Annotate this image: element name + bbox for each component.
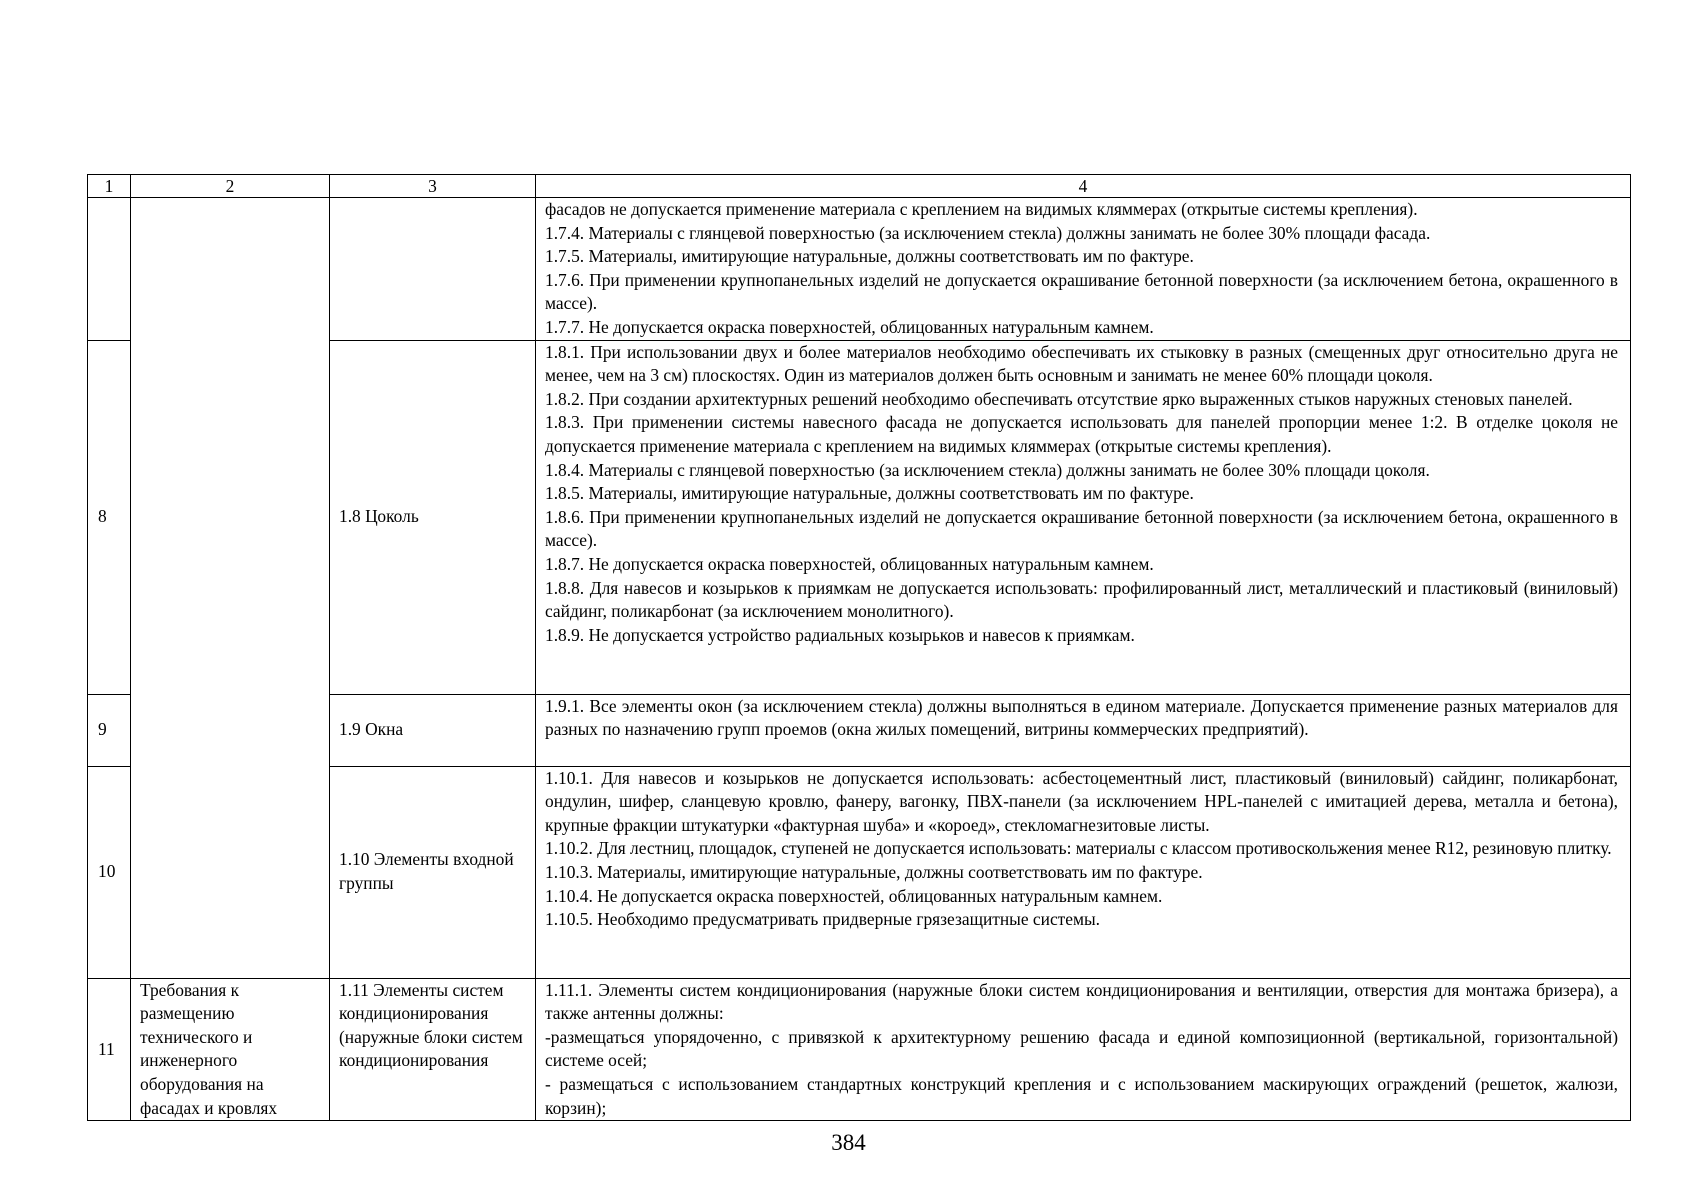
requirement-item: 1.10.1. Для навесов и козырьков не допускается использовать: асбестоцементный лист, пластиковый (виниловый) сайдинг, поликарбонат, ондулин, шифер, сланцевую кровлю, фанеру, вагонку, ПВХ-панели (за исключением HPL-панелей с имитацией дерева, металла и бетона), крупные фракции штукатурки «фактурная шуба» и «короед», стекломагнезитовые листы. [545, 767, 1618, 835]
requirement-item: 1.9.1. Все элементы окон (за исключением стекла) должны выполняться в едином материале. Допускается применение разных материалов для разных по назначению групп проемов (окна жилых помещений, витрины коммерческих предприятий). [545, 695, 1618, 740]
requirement-item: 1.7.6. При применении крупнопанельных изделий не допускается окрашивание бетонной поверхности (за исключением бетона, окрашенного в массе). [545, 269, 1618, 314]
element-cell: 1.8 Цоколь [330, 340, 536, 694]
requirement-item: 1.10.3. Материалы, имитирующие натуральные, должны соответствовать им по фактуре. [545, 861, 1203, 882]
requirement-item: 1.8.4. Материалы с глянцевой поверхностью (за исключением стекла) должны занимать не более 30% площади цоколя. [545, 459, 1430, 480]
requirement-item: 1.8.2. При создании архитектурных решений необходимо обеспечивать отсутствие ярко выраженных стыков наружных стеновых панелей. [545, 388, 1573, 409]
requirement-item: 1.8.7. Не допускается окраска поверхностей, облицованных натуральным камнем. [545, 553, 1154, 574]
row-number [88, 198, 131, 341]
requirement-item: 1.8.1. При использовании двух и более материалов необходимо обеспечивать их стыковку в разных (смещенных друг относительно друга не менее, чем на 3 см) плоскостях. Один из материалов должен быть основным и занимать не менее 60% площади цоколя. [545, 341, 1618, 386]
header-cell-4: 4 [536, 175, 1631, 198]
requirements-cell [536, 694, 1631, 766]
requirement-item: 1.8.8. Для навесов и козырьков к приямкам не допускается использовать: профилированный лист, металлический и пластиковый (виниловый) сайдинг, поликарбонат (за исключением монолитного). [545, 577, 1618, 622]
requirements-cell [536, 766, 1631, 978]
requirement-item: 1.10.5. Необходимо предусматривать придверные грязезащитные системы. [545, 909, 1101, 930]
row-number: 11 [88, 978, 131, 1121]
element-cell: 1.10 Элементы входной группы [330, 766, 536, 978]
requirements-table [87, 174, 1631, 1121]
header-row [88, 175, 1631, 198]
header-cell-1: 1 [88, 175, 131, 198]
requirements-cell [536, 978, 1631, 1121]
row-number: 10 [88, 766, 131, 978]
requirement-item: 1.7.4. Материалы с глянцевой поверхностью (за исключением стекла) должны занимать не более 30% площади фасада. [545, 222, 1431, 243]
category-cell: Требования к размещению технического и инженерного оборудования на фасадах и кровлях [131, 978, 330, 1121]
requirement-item: - размещаться с использованием стандартных конструкций крепления и с использованием маскирующих ограждений (решеток, жалюзи, корзин); [545, 1073, 1618, 1118]
requirement-item: 1.7.5. Материалы, имитирующие натуральные, должны соответствовать им по фактуре. [545, 246, 1194, 267]
merged-category-cell [131, 198, 330, 979]
element-cell: 1.9 Окна [330, 694, 536, 766]
header-cell-2: 2 [131, 175, 330, 198]
page-number: 384 [831, 1130, 866, 1155]
requirement-item: 1.7.7. Не допускается окраска поверхностей, облицованных натуральным камнем. [545, 316, 1154, 337]
requirement-item: 1.8.5. Материалы, имитирующие натуральные, должны соответствовать им по фактуре. [545, 483, 1194, 504]
requirement-item: 1.8.6. При применении крупнопанельных изделий не допускается окрашивание бетонной поверхности (за исключением бетона, окрашенного в массе). [545, 506, 1618, 551]
requirement-item: 1.10.4. Не допускается окраска поверхностей, облицованных натуральным камнем. [545, 885, 1163, 906]
requirement-item: 1.8.9. Не допускается устройство радиальных козырьков и навесов к приямкам. [545, 624, 1135, 645]
element-cell: 1.11 Элементы систем кондиционирования (наружные блоки систем кондиционирования [330, 978, 536, 1121]
requirement-item: 1.8.3. При применении системы навесного фасада не допускается использовать для панелей пропорции менее 1:2. В отделке цоколя не допускается применение материала с креплением на видимых кляммерах (открытые системы крепления). [545, 412, 1618, 456]
element-cell [330, 198, 536, 341]
row-number: 8 [88, 340, 131, 694]
header-cell-3: 3 [330, 175, 536, 198]
row-number: 9 [88, 694, 131, 766]
requirement-item: фасадов не допускается применение материала с креплением на видимых кляммерах (открытые системы крепления). [545, 199, 1418, 219]
requirement-item: 1.11.1. Элементы систем кондиционирования (наружные блоки систем кондиционирования и вентиляции, отверстия для монтажа бризера), а также антенны должны: [545, 979, 1618, 1024]
requirement-item: -размещаться упорядоченно, с привязкой к архитектурному решению фасада и единой композиционной (вертикальной, горизонтальной) системе осей; [545, 1026, 1618, 1071]
table-row-continued [88, 198, 1631, 341]
requirements-cell [536, 198, 1631, 341]
requirement-item: 1.10.2. Для лестниц, площадок, ступеней не допускается использовать: материалы с классом противоскольжения менее R12, резиновую плитку. [545, 838, 1612, 859]
requirements-cell [536, 340, 1631, 694]
table-row-11 [88, 978, 1631, 1121]
